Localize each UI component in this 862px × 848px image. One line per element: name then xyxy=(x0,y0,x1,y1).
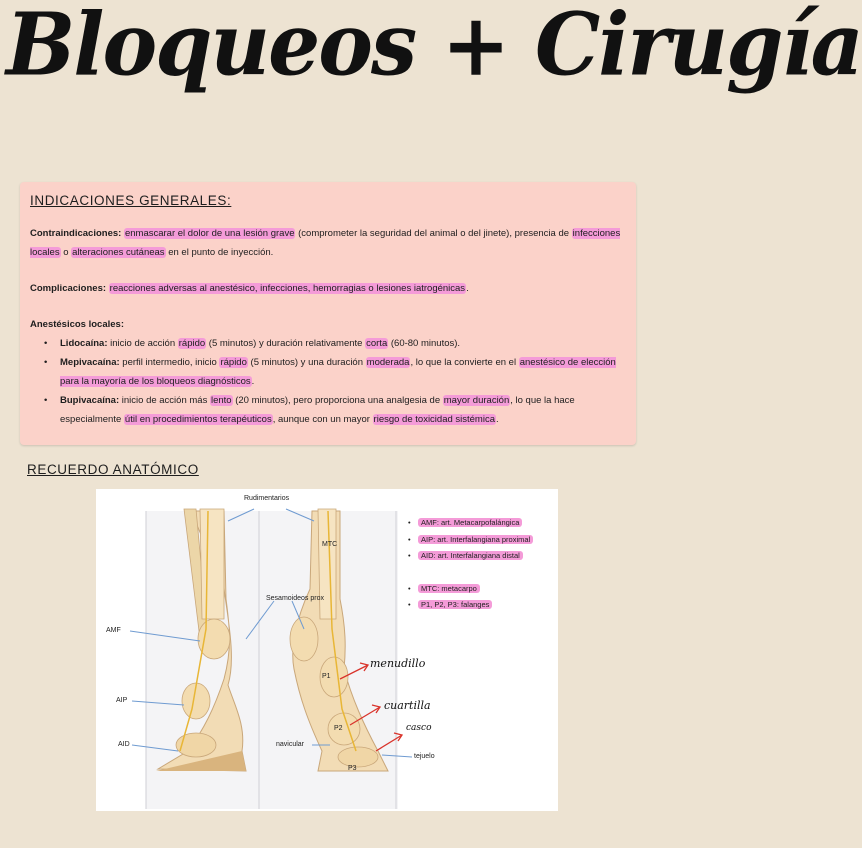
contra-text-1: (comprometer la seguridad del animal o del jinete), presencia de xyxy=(295,228,570,239)
legend-item-aip xyxy=(408,532,533,549)
legend-aip-text: AIP: art. Interfalangiana proximal xyxy=(418,535,533,544)
mepi-highlight-3: anestésico de elección para la mayoría de los bloqueos diagnósticos xyxy=(60,357,616,387)
mepi-highlight-2: moderada xyxy=(366,357,410,368)
bupi-text-3: , lo que la hace especialmente xyxy=(60,395,575,425)
list-item-mepivacaina xyxy=(44,353,626,391)
label-tejuelo: tejuelo xyxy=(414,753,435,760)
handwritten-cuartilla: cuartilla xyxy=(384,699,431,712)
label-sesamoideos: Sesamoideos prox xyxy=(266,595,324,602)
comp-end: . xyxy=(466,283,469,294)
legend-amf-text: AMF: art. Metacarpofalángica xyxy=(418,518,522,527)
anesthetics-heading xyxy=(30,315,626,334)
label-rudimentarios: Rudimentarios xyxy=(244,495,290,502)
mepi-text-1: perfil intermedio, inicio xyxy=(119,357,220,368)
label-navicular: navicular xyxy=(276,741,305,748)
legend-aid-text: AID: art. Interfalangiana distal xyxy=(418,551,523,560)
list-item-bupivacaina xyxy=(44,391,626,429)
contra-highlight-2: infecciones locales xyxy=(30,228,621,258)
bupi-text-1: inicio de acción más xyxy=(119,395,210,406)
bupi-text-4: , aunque con un mayor xyxy=(272,414,373,425)
list-item-lidocaina xyxy=(44,334,626,353)
contra-highlight-3: alteraciones cutáneas xyxy=(72,247,165,258)
legend-falanges-text: P1, P2, P3: falanges xyxy=(418,600,492,609)
lido-text-2: (5 minutos) y duración relativamente xyxy=(206,338,366,349)
anatomy-legend xyxy=(408,515,533,614)
page-title: Bloqueos + Cirugía xyxy=(6,0,862,96)
legend-item-falanges xyxy=(408,597,533,614)
mepi-text-2: (5 minutos) y una duración xyxy=(247,357,366,368)
comp-highlight: reacciones adversas al anestésico, infecciones, hemorragias o lesiones iatrogénicas xyxy=(109,283,466,294)
bupi-highlight-1: lento xyxy=(210,395,232,406)
label-mtc: MTC xyxy=(322,541,338,548)
general-heading: INDICACIONES GENERALES: xyxy=(30,193,232,208)
contra-highlight-1: enmascarar el dolor de una lesión grave xyxy=(124,228,295,239)
anesthetics-list xyxy=(44,334,626,429)
contraindications-paragraph xyxy=(30,224,626,262)
general-indications-card xyxy=(20,182,636,445)
mepi-text-3: , lo que la convierte en el xyxy=(410,357,519,368)
contra-label: Contraindicaciones: xyxy=(30,228,122,239)
mepi-highlight-1: rápido xyxy=(220,357,247,368)
legend-item-mtc xyxy=(408,581,533,598)
contra-text-2: o xyxy=(60,247,72,258)
label-aip: AIP xyxy=(116,697,128,704)
bupi-highlight-3: útil en procedimientos terapéuticos xyxy=(124,414,272,425)
legend-mtc-text: MTC: metacarpo xyxy=(418,584,480,593)
handwritten-casco: casco xyxy=(406,723,432,733)
label-amf: AMF xyxy=(106,627,121,634)
lido-label: Lidocaína: xyxy=(60,338,108,349)
bupi-label: Bupivacaína: xyxy=(60,395,120,406)
label-p1: P1 xyxy=(322,673,331,680)
bupi-highlight-4: riesgo de toxicidad sistémica xyxy=(373,414,495,425)
contra-text-3: en el punto de inyección. xyxy=(165,247,274,258)
bupi-text-2: (20 minutos), pero proporciona una analgesia de xyxy=(232,395,443,406)
anatomy-heading: RECUERDO ANATÓMICO xyxy=(27,462,199,477)
lido-highlight-1: rápido xyxy=(178,338,206,349)
label-aid: AID xyxy=(118,741,130,748)
bupi-highlight-2: mayor duración xyxy=(443,395,510,406)
handwritten-menudillo: menudillo xyxy=(370,657,426,670)
lido-highlight-2: corta xyxy=(366,338,388,349)
bupi-text-5: . xyxy=(496,414,499,425)
label-p3: P3 xyxy=(348,765,357,772)
legend-item-aid xyxy=(408,548,533,565)
legend-item-amf xyxy=(408,515,533,532)
mepi-text-4: . xyxy=(251,376,255,387)
comp-label: Complicaciones: xyxy=(30,283,107,294)
lido-text-3: (60-80 minutos). xyxy=(388,338,461,349)
complications-paragraph xyxy=(30,279,626,298)
lido-text-1: inicio de acción xyxy=(107,338,178,349)
mepi-label: Mepivacaína: xyxy=(60,357,120,368)
anest-label: Anestésicos locales: xyxy=(30,319,124,330)
anatomy-figure xyxy=(96,489,558,811)
label-p2: P2 xyxy=(334,725,343,732)
